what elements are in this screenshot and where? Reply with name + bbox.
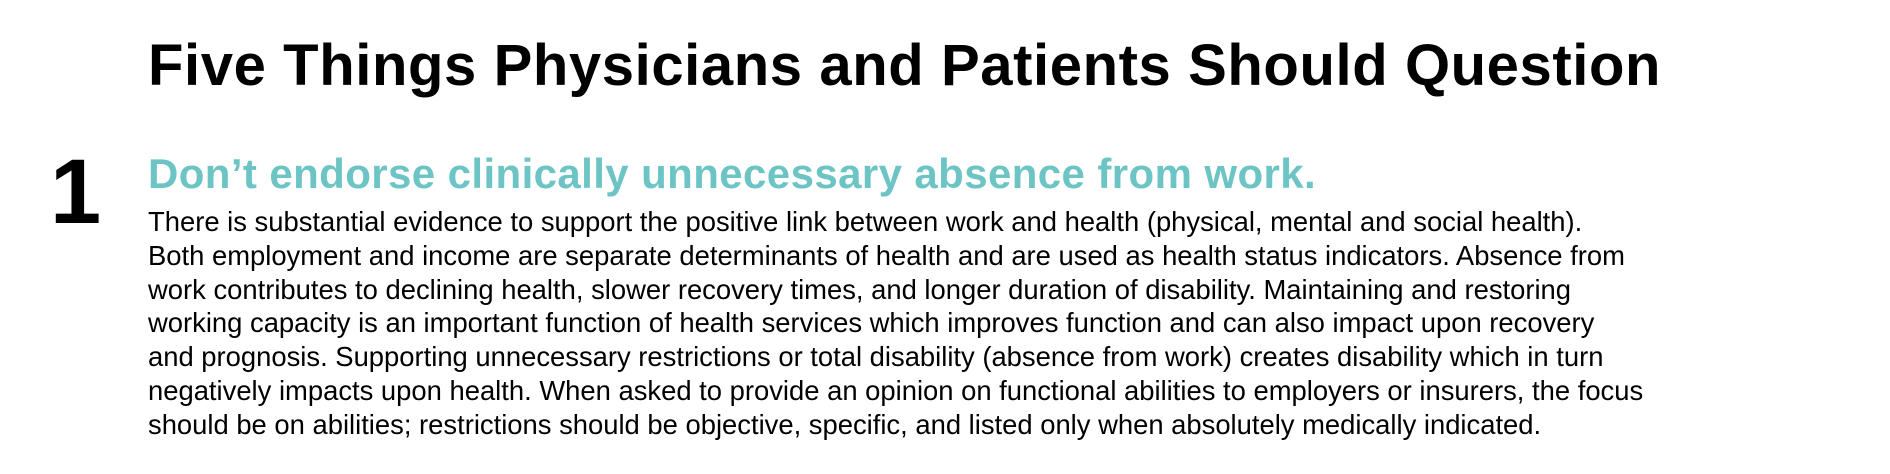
item-body xyxy=(148,205,1848,442)
item-body-line: negatively impacts upon health. When asked to provide an opinion on functional abilities to employers or insurers, the focus xyxy=(148,374,1644,406)
item-body-line: Both employment and income are separate determinants of health and are used as health status indicators. Absence from xyxy=(148,239,1625,271)
item-body-line: and prognosis. Supporting unnecessary restrictions or total disability (absence from work) creates disability which in turn xyxy=(148,341,1604,373)
item-heading: Don’t endorse clinically unnecessary absence from work. xyxy=(148,150,1317,197)
item-number: 1 xyxy=(50,141,102,243)
item-body-line: should be on abilities; restrictions should be objective, specific, and listed only when absolutely medically indicated. xyxy=(148,408,1542,440)
item-body-line: working capacity is an important function of health services which improves function and can also impact upon recovery xyxy=(148,307,1595,339)
item-body-line: There is substantial evidence to support the positive link between work and health (physical, mental and social health). xyxy=(148,206,1583,237)
page-title: Five Things Physicians and Patients Should Question xyxy=(148,33,1662,98)
item-body-line: work contributes to declining health, slower recovery times, and longer duration of disability. Maintaining and restoring xyxy=(148,273,1572,305)
